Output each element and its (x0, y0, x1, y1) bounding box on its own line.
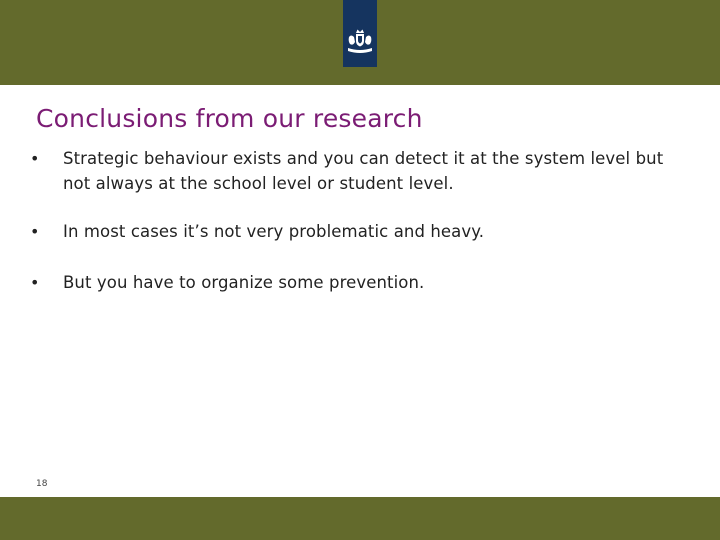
bullet-text: In most cases it’s not very problematic and heavy. (63, 222, 485, 241)
bullet-text: Strategic behaviour exists and you can detect it at the system level but not always at the school level or student level. (63, 149, 664, 193)
government-logo (343, 0, 377, 67)
coat-of-arms-icon (347, 28, 373, 56)
bullet-marker: • (30, 222, 40, 241)
bullet-marker: • (30, 273, 40, 292)
bullet-marker: • (30, 149, 40, 168)
page-number: 18 (36, 479, 48, 489)
bullet-text: But you have to organize some prevention. (63, 273, 425, 292)
footer-band (0, 497, 720, 540)
slide-title: Conclusions from our research (36, 104, 423, 133)
